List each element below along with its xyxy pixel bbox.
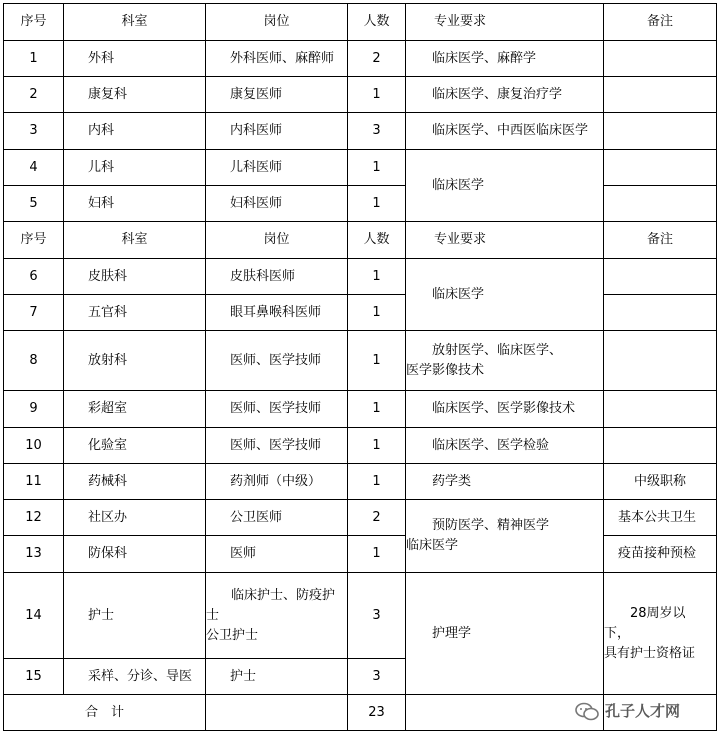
header-dept: 科室 <box>64 4 206 41</box>
table-header-row <box>4 4 717 41</box>
header-major: 专业要求 <box>406 4 604 41</box>
cell-major: 药学类 <box>406 464 604 500</box>
header-note: 备注 <box>604 4 717 41</box>
cell-note <box>604 259 717 295</box>
header-post: 岗位 <box>206 4 348 41</box>
cell-major: 临床医学、麻醉学 <box>406 41 604 77</box>
cell-no: 15 <box>4 659 64 695</box>
cell-count: 1 <box>348 295 406 331</box>
table-row <box>4 573 717 659</box>
cell-no: 9 <box>4 391 64 428</box>
note-line: 28周岁以 <box>630 605 686 621</box>
cell-post: 眼耳鼻喉科医师 <box>206 295 348 331</box>
cell-post: 妇科医师 <box>206 186 348 222</box>
table-row <box>4 259 717 295</box>
table-row <box>4 113 717 150</box>
table-row <box>4 41 717 77</box>
cell-count: 3 <box>348 659 406 695</box>
cell-major: 临床医学、医学检验 <box>406 428 604 464</box>
cell-no: 13 <box>4 536 64 573</box>
cell-major: 临床医学 <box>406 259 604 331</box>
cell-no: 5 <box>4 186 64 222</box>
cell-major: 护理学 <box>406 573 604 695</box>
cell-count: 1 <box>348 150 406 186</box>
table-row <box>4 500 717 536</box>
cell-no: 7 <box>4 295 64 331</box>
post-line: 公卫护士 <box>206 627 259 643</box>
cell-dept: 五官科 <box>64 295 206 331</box>
cell-count: 1 <box>348 536 406 573</box>
cell-major: 临床医学、医学影像技术 <box>406 391 604 428</box>
cell-note <box>604 41 717 77</box>
cell-count: 3 <box>348 573 406 659</box>
cell-note <box>604 391 717 428</box>
cell-dept: 放射科 <box>64 331 206 391</box>
watermark-text: 孔子人才网 <box>605 702 681 720</box>
cell-dept: 妇科 <box>64 186 206 222</box>
cell-no: 4 <box>4 150 64 186</box>
cell-post: 药剂师（中级） <box>206 464 348 500</box>
note-line: 下， <box>604 625 631 641</box>
cell-post: 医师、医学技师 <box>206 391 348 428</box>
cell-count: 1 <box>348 464 406 500</box>
table-row <box>4 77 717 113</box>
cell-no: 12 <box>4 500 64 536</box>
cell-post: 外科医师、麻醉师 <box>206 41 348 77</box>
cell-post: 皮肤科医师 <box>206 259 348 295</box>
cell-dept: 内科 <box>64 113 206 150</box>
cell-post: 医师、医学技师 <box>206 331 348 391</box>
cell-count: 1 <box>348 259 406 295</box>
major-line: 预防医学、精神医学 <box>432 518 550 533</box>
cell-post <box>206 573 348 659</box>
cell-no: 14 <box>4 573 64 659</box>
table-row <box>4 150 717 186</box>
table-row <box>4 295 717 331</box>
cell-dept: 防保科 <box>64 536 206 573</box>
cell-post: 公卫医师 <box>206 500 348 536</box>
cell-note: 基本公共卫生 <box>604 500 717 536</box>
header-post: 岗位 <box>206 222 348 259</box>
cell-dept: 彩超室 <box>64 391 206 428</box>
header-dept: 科室 <box>64 222 206 259</box>
cell-no: 6 <box>4 259 64 295</box>
cell-no: 2 <box>4 77 64 113</box>
cell-note <box>604 428 717 464</box>
major-line: 医学影像技术 <box>406 362 485 378</box>
cell-note <box>604 186 717 222</box>
cell-major: 临床医学、中西医临床医学 <box>406 113 604 150</box>
header-no: 序号 <box>4 4 64 41</box>
cell-note <box>604 113 717 150</box>
cell-count: 1 <box>348 77 406 113</box>
cell-no: 1 <box>4 41 64 77</box>
cell-dept: 外科 <box>64 41 206 77</box>
cell-no: 3 <box>4 113 64 150</box>
cell-note <box>604 150 717 186</box>
cell-count: 2 <box>348 41 406 77</box>
header-count: 人数 <box>348 4 406 41</box>
cell-no: 8 <box>4 331 64 391</box>
cell-major: 临床医学 <box>406 150 604 222</box>
table-row <box>4 391 717 428</box>
header-note: 备注 <box>604 222 717 259</box>
total-count: 23 <box>348 695 406 731</box>
cell-post: 儿科医师 <box>206 150 348 186</box>
post-line: 临床护士、防疫护 <box>231 587 336 603</box>
post-line: 士 <box>206 607 220 623</box>
header-count: 人数 <box>348 222 406 259</box>
wechat-icon <box>575 702 599 722</box>
header-major: 专业要求 <box>406 222 604 259</box>
cell-major <box>406 500 604 573</box>
cell-dept: 社区办 <box>64 500 206 536</box>
cell-dept: 化验室 <box>64 428 206 464</box>
cell-no: 10 <box>4 428 64 464</box>
cell-count: 1 <box>348 331 406 391</box>
cell-post: 医师 <box>206 536 348 573</box>
cell-count: 1 <box>348 428 406 464</box>
cell-dept: 护士 <box>64 573 206 659</box>
total-label: 合 计 <box>4 695 206 731</box>
cell-count: 2 <box>348 500 406 536</box>
cell-note <box>604 295 717 331</box>
major-line: 放射医学、临床医学、 <box>432 342 563 358</box>
cell-count: 1 <box>348 186 406 222</box>
cell-major <box>406 331 604 391</box>
cell-note <box>604 77 717 113</box>
cell-no: 11 <box>4 464 64 500</box>
cell-empty <box>406 695 604 731</box>
cell-note <box>604 573 717 695</box>
cell-post: 内科医师 <box>206 113 348 150</box>
cell-post: 医师、医学技师 <box>206 428 348 464</box>
table-row <box>4 536 717 573</box>
major-line: 临床医学 <box>406 538 459 553</box>
cell-note <box>604 331 717 391</box>
cell-dept: 康复科 <box>64 77 206 113</box>
cell-post: 护士 <box>206 659 348 695</box>
table-row <box>4 464 717 500</box>
table-row <box>4 186 717 222</box>
cell-dept: 药械科 <box>64 464 206 500</box>
cell-count: 3 <box>348 113 406 150</box>
note-line: 具有护士资格证 <box>604 645 696 661</box>
cell-note: 中级职称 <box>604 464 717 500</box>
table-header-row <box>4 222 717 259</box>
recruitment-table <box>3 3 717 731</box>
table-row <box>4 331 717 391</box>
cell-major: 临床医学、康复治疗学 <box>406 77 604 113</box>
cell-post: 康复医师 <box>206 77 348 113</box>
cell-dept: 皮肤科 <box>64 259 206 295</box>
cell-empty <box>206 695 348 731</box>
cell-dept: 儿科 <box>64 150 206 186</box>
table-row <box>4 428 717 464</box>
cell-dept: 采样、分诊、导医 <box>64 659 206 695</box>
header-no: 序号 <box>4 222 64 259</box>
cell-note: 疫苗接种预检 <box>604 536 717 573</box>
cell-count: 1 <box>348 391 406 428</box>
